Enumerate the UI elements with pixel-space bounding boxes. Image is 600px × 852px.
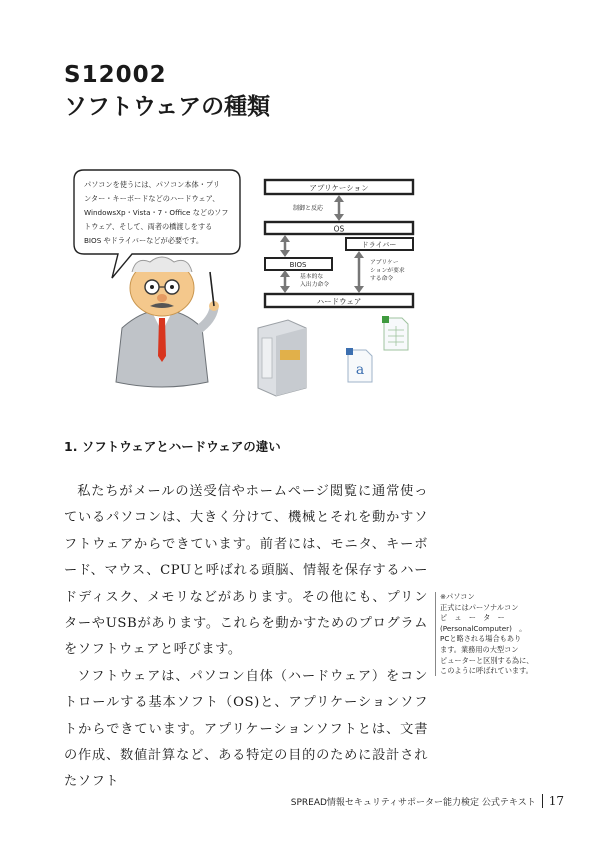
computer-tower-icon [258,320,306,396]
professor-character [116,257,219,387]
side-note-line: PCと略される場合もあり [440,634,522,644]
bubble-line: トウェア、そして、両者の橋渡しをする [84,222,213,231]
os-label: OS [333,224,345,234]
word-document-icon [346,348,372,382]
footer-text: SPREAD情報セキュリティサポーター能力検定 公式テキスト [290,797,536,808]
application-label: アプリケーション [309,183,369,193]
basic-io-label: 入出力命令 [300,282,329,288]
app-request-label: ションが要求 [370,268,405,274]
footer-divider [542,794,543,808]
side-note-line: ピ ュ ー タ ー [440,613,505,623]
body-paragraph: 私たちがメールの送受信やホームページ閲覧に通常使っているパソコンは、大きく分けて、機械とそれを動かすソフトウェアからできています。前者には、モニタ、キーボード、マウス、CPUと呼ばれる頭脳、情報を保存するハードディスク、メモリなどがあります。その他にも、プリンターやUSBがあります。これらを動かすためのプログラムをソフトウェアと呼びます。 [64,484,428,658]
spreadsheet-icon [382,316,408,350]
driver-label: ドライバー [361,241,397,249]
app-request-label: アプリケー [370,260,399,266]
title-code: S12002 [64,62,167,88]
page-number: 17 [548,794,564,808]
side-note-line: (PersonalComputer) 。 [440,623,527,633]
side-note-rule [435,592,436,676]
bubble-line: パソコンを使うには、パソコン本体・プリ [84,180,220,189]
body-paragraph: ソフトウェアは、パソコン自体（ハードウェア）をコントロールする基本ソフト（OS)と、アプリケーションソフトからできています。アプリケーションソフトとは、文書の作成、数値計算など、ある特定の目的のために設計されたソフト [64,668,428,790]
bios-label: BIOS [289,261,307,269]
hardware-label: ハードウェア [316,297,362,306]
side-note-line: ピューターと区別する為に、 [440,655,534,665]
app-request-label: する命令 [370,276,394,282]
side-note-line: このように呼ばれています。 [440,666,533,676]
bubble-line: BIOS やドライバーなどが必要です。 [84,236,204,245]
side-note [440,592,544,677]
side-note-line: ます。業務用の大型コン [440,644,519,654]
bubble-line: ンター・キーボードなどのハードウェア、 [84,194,220,203]
control-label: 制御と反応 [293,205,324,212]
side-note-line: 正式にはパーソナルコン [440,602,519,612]
svg-text:a: a [355,362,365,378]
page-footer [291,794,564,808]
side-note-line: ※パソコン [440,592,475,601]
basic-io-label: 基本的な [300,274,324,280]
body-text [64,479,428,796]
software-layers-illustration [62,160,532,400]
layer-diagram [265,180,413,307]
page-title: ソフトウェアの種類 [64,94,271,120]
bubble-line: WindowsXp・Vista・7・Office などのソフ [84,208,229,217]
section-heading: 1. ソフトウェアとハードウェアの違い [64,439,281,454]
